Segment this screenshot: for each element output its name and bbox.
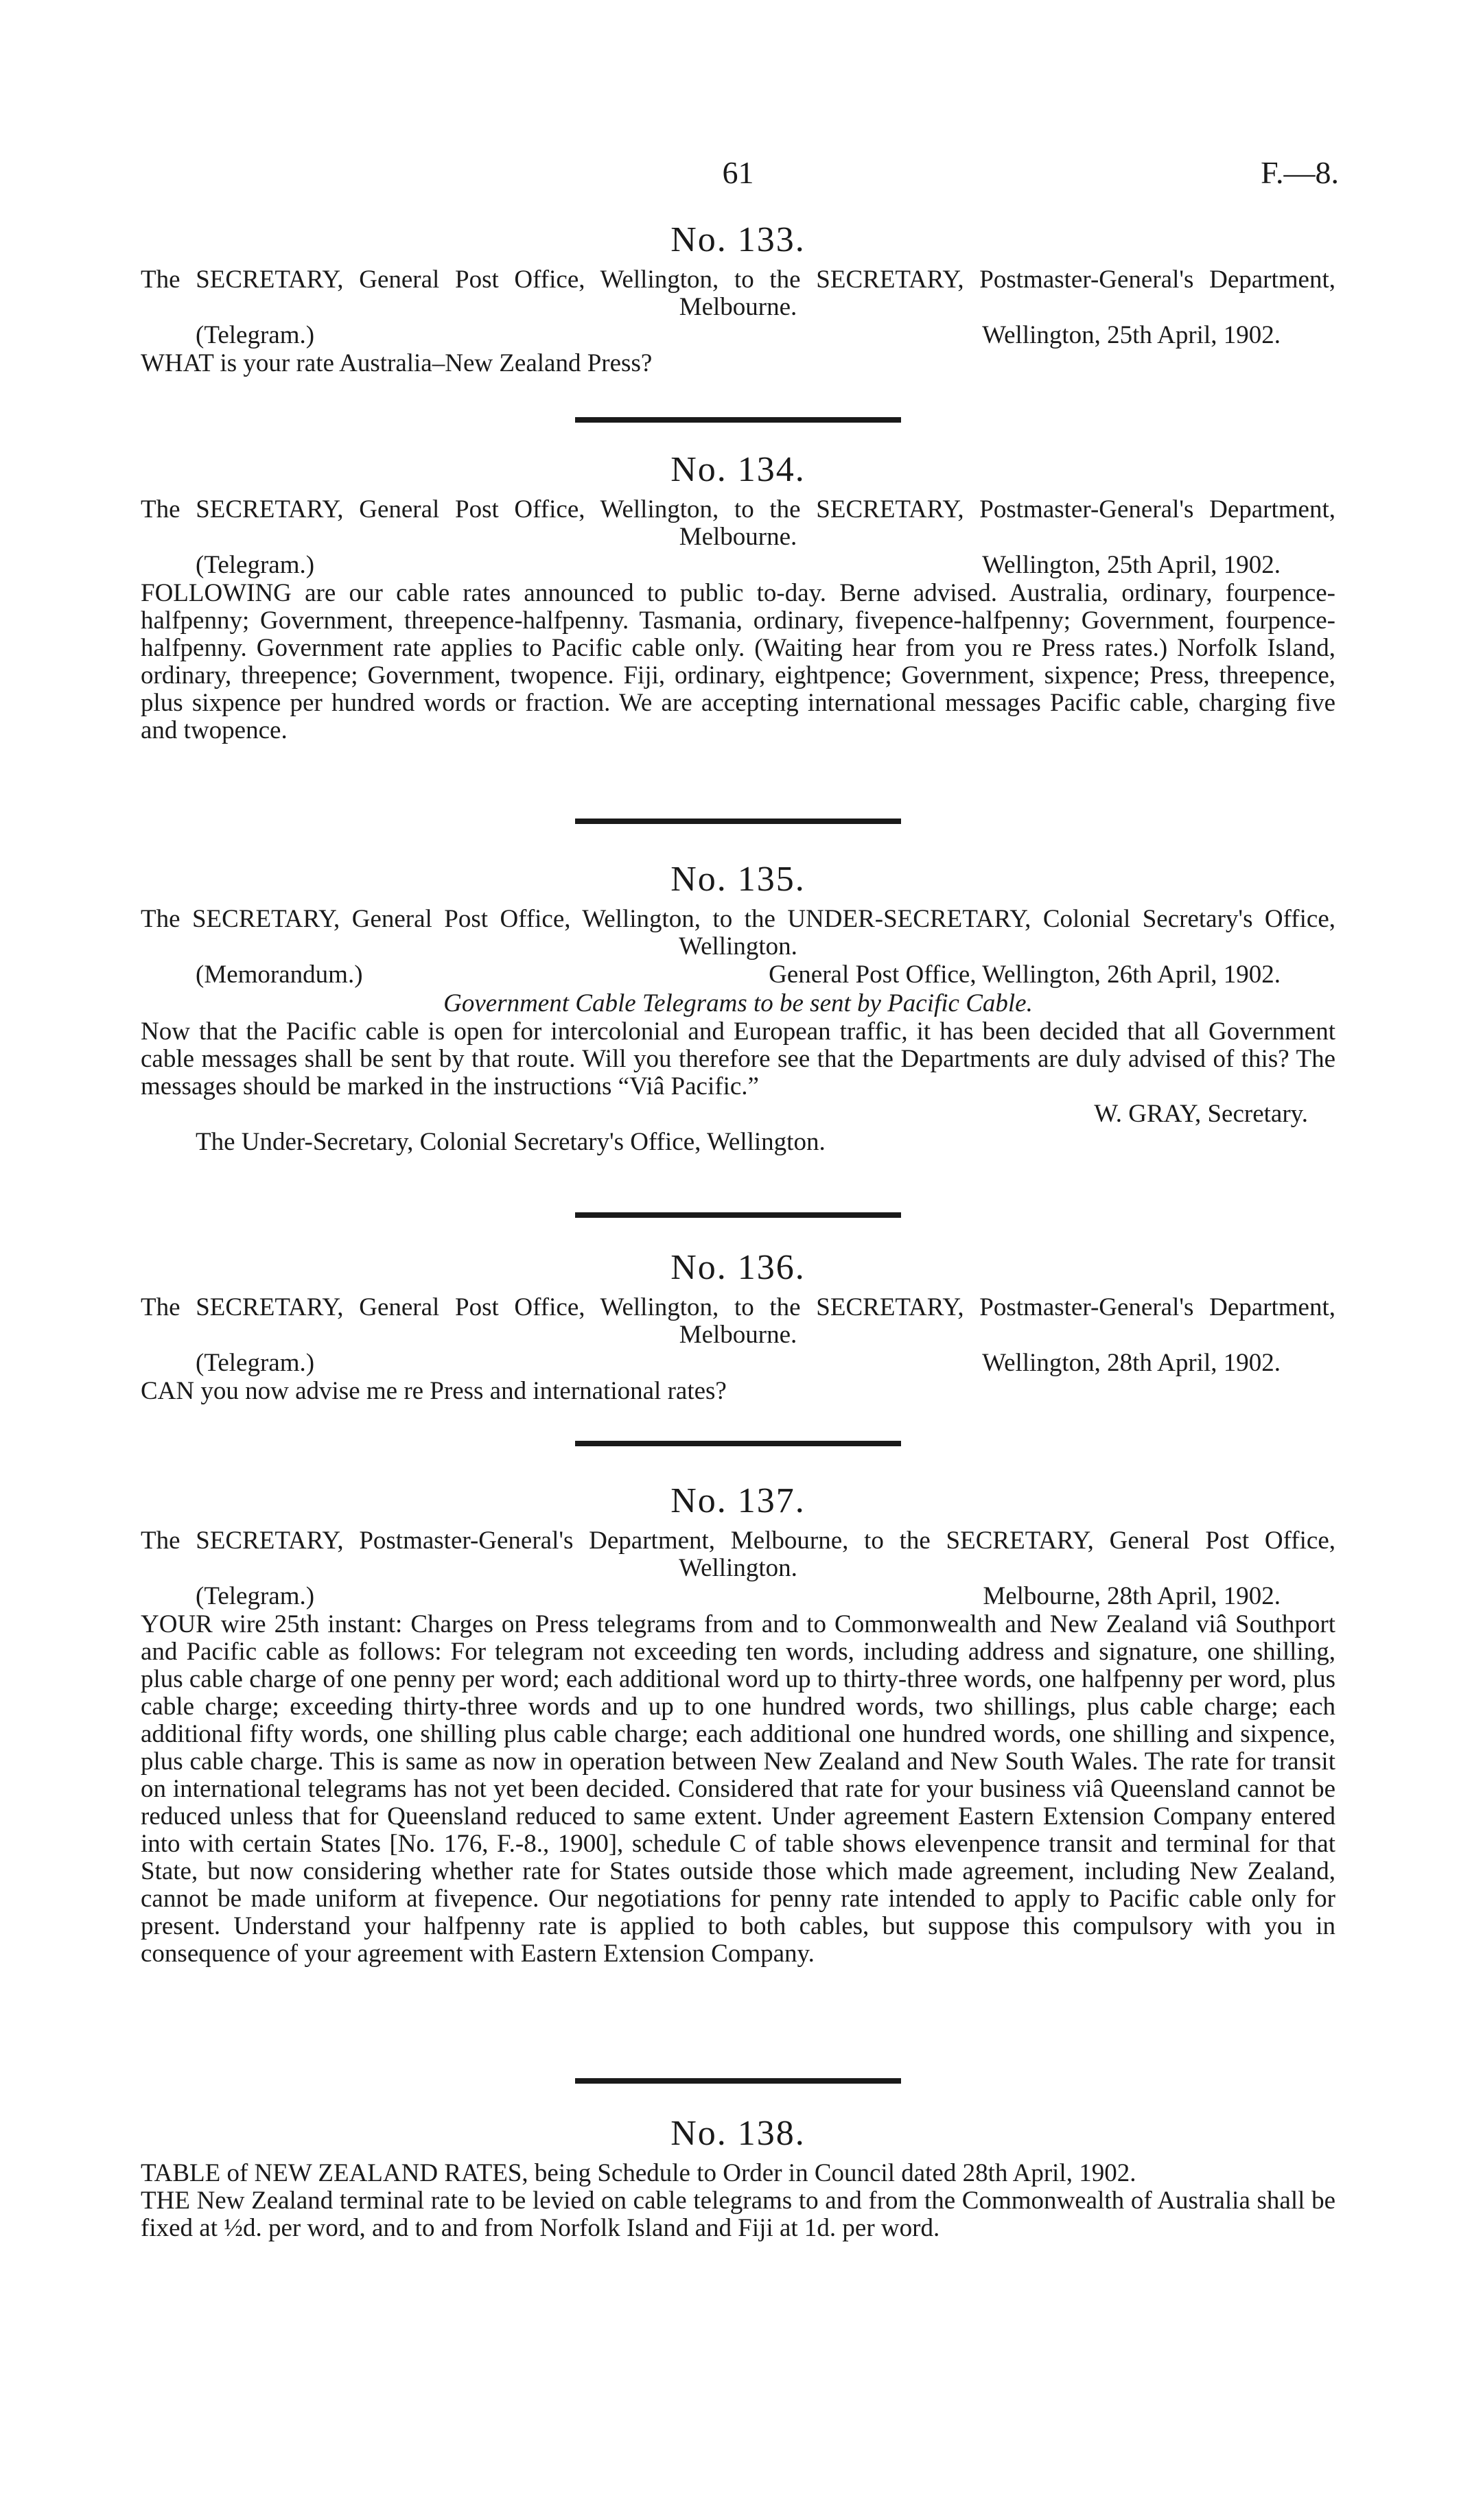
message-body: WHAT is your rate Australia–New Zealand Press?: [141, 349, 653, 377]
kind-date-row: [141, 1582, 1335, 1611]
kind-date-row: [141, 1349, 1335, 1378]
section-address: The SECRETARY, General Post Office, Wellington, to the SECRETARY, Postmaster-General's Department, Melbourne.: [141, 495, 1335, 551]
page-reference: F.—8.: [1261, 155, 1339, 190]
section-135: [141, 859, 1335, 1157]
section-133: [141, 220, 1335, 377]
message-kind: (Telegram.): [196, 551, 315, 579]
message-date: Wellington, 28th April, 1902.: [982, 1349, 1281, 1377]
message-date: General Post Office, Wellington, 26th April, 1902.: [769, 961, 1281, 989]
section-divider: [575, 417, 901, 423]
section-address: The SECRETARY, General Post Office, Wellington, to the SECRETARY, Postmaster-General's Department, Melbourne.: [141, 1293, 1335, 1349]
message-body: THE New Zealand terminal rate to be levied on cable telegrams to and from the Commonwealth of Australia shall be fixed at ½d. per word, and to and from Norfolk Island and Fiji at 1d. per word.: [141, 2187, 1335, 2242]
message-body: YOUR wire 25th instant: Charges on Press telegrams from and to Commonwealth and New Zealand viâ Southport and Pacific cable as follows: For telegram not exceeding ten words, including address and signature, one shilling, plus cable charge of one penny per word; each additional word up to thirty-three words, one halfpenny per word, plus cable charge; exceeding thirty-three words and up to one hundred words, two shillings, plus cable charge; each additional fifty words, one shilling plus cable charge; each additional one hundred words, one shilling and sixpence, plus cable charge. This is same as now in operation between New Zealand and New South Wales. The rate for transit on international telegrams has not yet been decided. Considered that rate for your business viâ Queensland cannot be reduced unless that for Queensland reduced to same extent. Under agreement Eastern Extension Company entered into with certain States [No. 176, F.-8., 1900], schedule C of table shows elevenpence transit and terminal for that State, but now considering whether rate for States outside those which made agreement, including New Zealand, cannot be made uniform at fivepence. Our negotiations for penny rate intended to apply to Pacific cable only for present. Understand your halfpenny rate is applied to both cables, but suppose this compulsory with you in consequence of your agreement with Eastern Extension Company.: [141, 1610, 1335, 1968]
section-divider: [575, 1441, 901, 1446]
kind-date-row: [141, 321, 1335, 350]
signature: W. GRAY, Secretary.: [1094, 1100, 1308, 1128]
message-kind: (Telegram.): [196, 321, 315, 349]
message-kind: (Telegram.): [196, 1582, 315, 1610]
message-date: Melbourne, 28th April, 1902.: [983, 1582, 1281, 1610]
section-address: The SECRETARY, Postmaster-General's Department, Melbourne, to the SECRETARY, General Post Office, Wellington.: [141, 1527, 1335, 1582]
section-number: No. 136.: [670, 1248, 806, 1287]
message-body: FOLLOWING are our cable rates announced to public to-day. Berne advised. Australia, ordinary, fourpence-halfpenny; Government, threepence-halfpenny. Tasmania, ordinary, fivepence-halfpenny; Government, fourpence-halfpenny. Government rate applies to Pacific cable only. (Waiting hear from you re Press rates.) Norfolk Island, ordinary, threepence; Government, twopence. Fiji, ordinary, eightpence; Government, sixpence; Press, threepence, plus sixpence per hundred words or fraction. We are accepting international messages Pacific cable, charging five and twopence.: [141, 579, 1335, 744]
message-kind: (Memorandum.): [196, 961, 363, 989]
message-kind: (Telegram.): [196, 1349, 315, 1377]
section-number: No. 138.: [670, 2114, 806, 2153]
signature-row: [141, 1100, 1335, 1128]
section-134: [141, 449, 1335, 744]
section-divider: [575, 2078, 901, 2084]
message-date: Wellington, 25th April, 1902.: [982, 551, 1281, 579]
message-body: Now that the Pacific cable is open for intercolonial and European traffic, it has been decided that all Government cable messages shall be sent by that route. Will you therefore see that the Departments are duly advised of this? The messages should be marked in the instructions “Viâ Pacific.”: [141, 1017, 1335, 1100]
recipient: The Under-Secretary, Colonial Secretary's Office, Wellington.: [196, 1128, 826, 1156]
message-body: CAN you now advise me re Press and international rates?: [141, 1377, 727, 1405]
message-date: Wellington, 25th April, 1902.: [982, 321, 1281, 349]
section-number: No. 137.: [670, 1481, 806, 1520]
section-divider: [575, 819, 901, 824]
page-number: 61: [722, 155, 754, 190]
section-136: [141, 1247, 1335, 1405]
section-138: [141, 2113, 1335, 2242]
table-heading: TABLE of NEW ZEALAND RATES, being Schedule to Order in Council dated 28th April, 1902.: [141, 2159, 1136, 2187]
section-divider: [575, 1212, 901, 1218]
section-address: The SECRETARY, General Post Office, Wellington, to the SECRETARY, Postmaster-General's Department, Melbourne.: [141, 266, 1335, 321]
section-number: No. 135.: [670, 860, 806, 899]
section-137: [141, 1481, 1335, 1968]
kind-date-row: [141, 551, 1335, 580]
section-number: No. 133.: [670, 220, 806, 259]
message-subheading: Government Cable Telegrams to be sent by Pacific Cable.: [443, 989, 1033, 1017]
section-number: No. 134.: [670, 450, 806, 489]
section-address: The SECRETARY, General Post Office, Wellington, to the UNDER-SECRETARY, Colonial Secretary's Office, Wellington.: [141, 905, 1335, 961]
kind-date-row: [141, 961, 1335, 989]
